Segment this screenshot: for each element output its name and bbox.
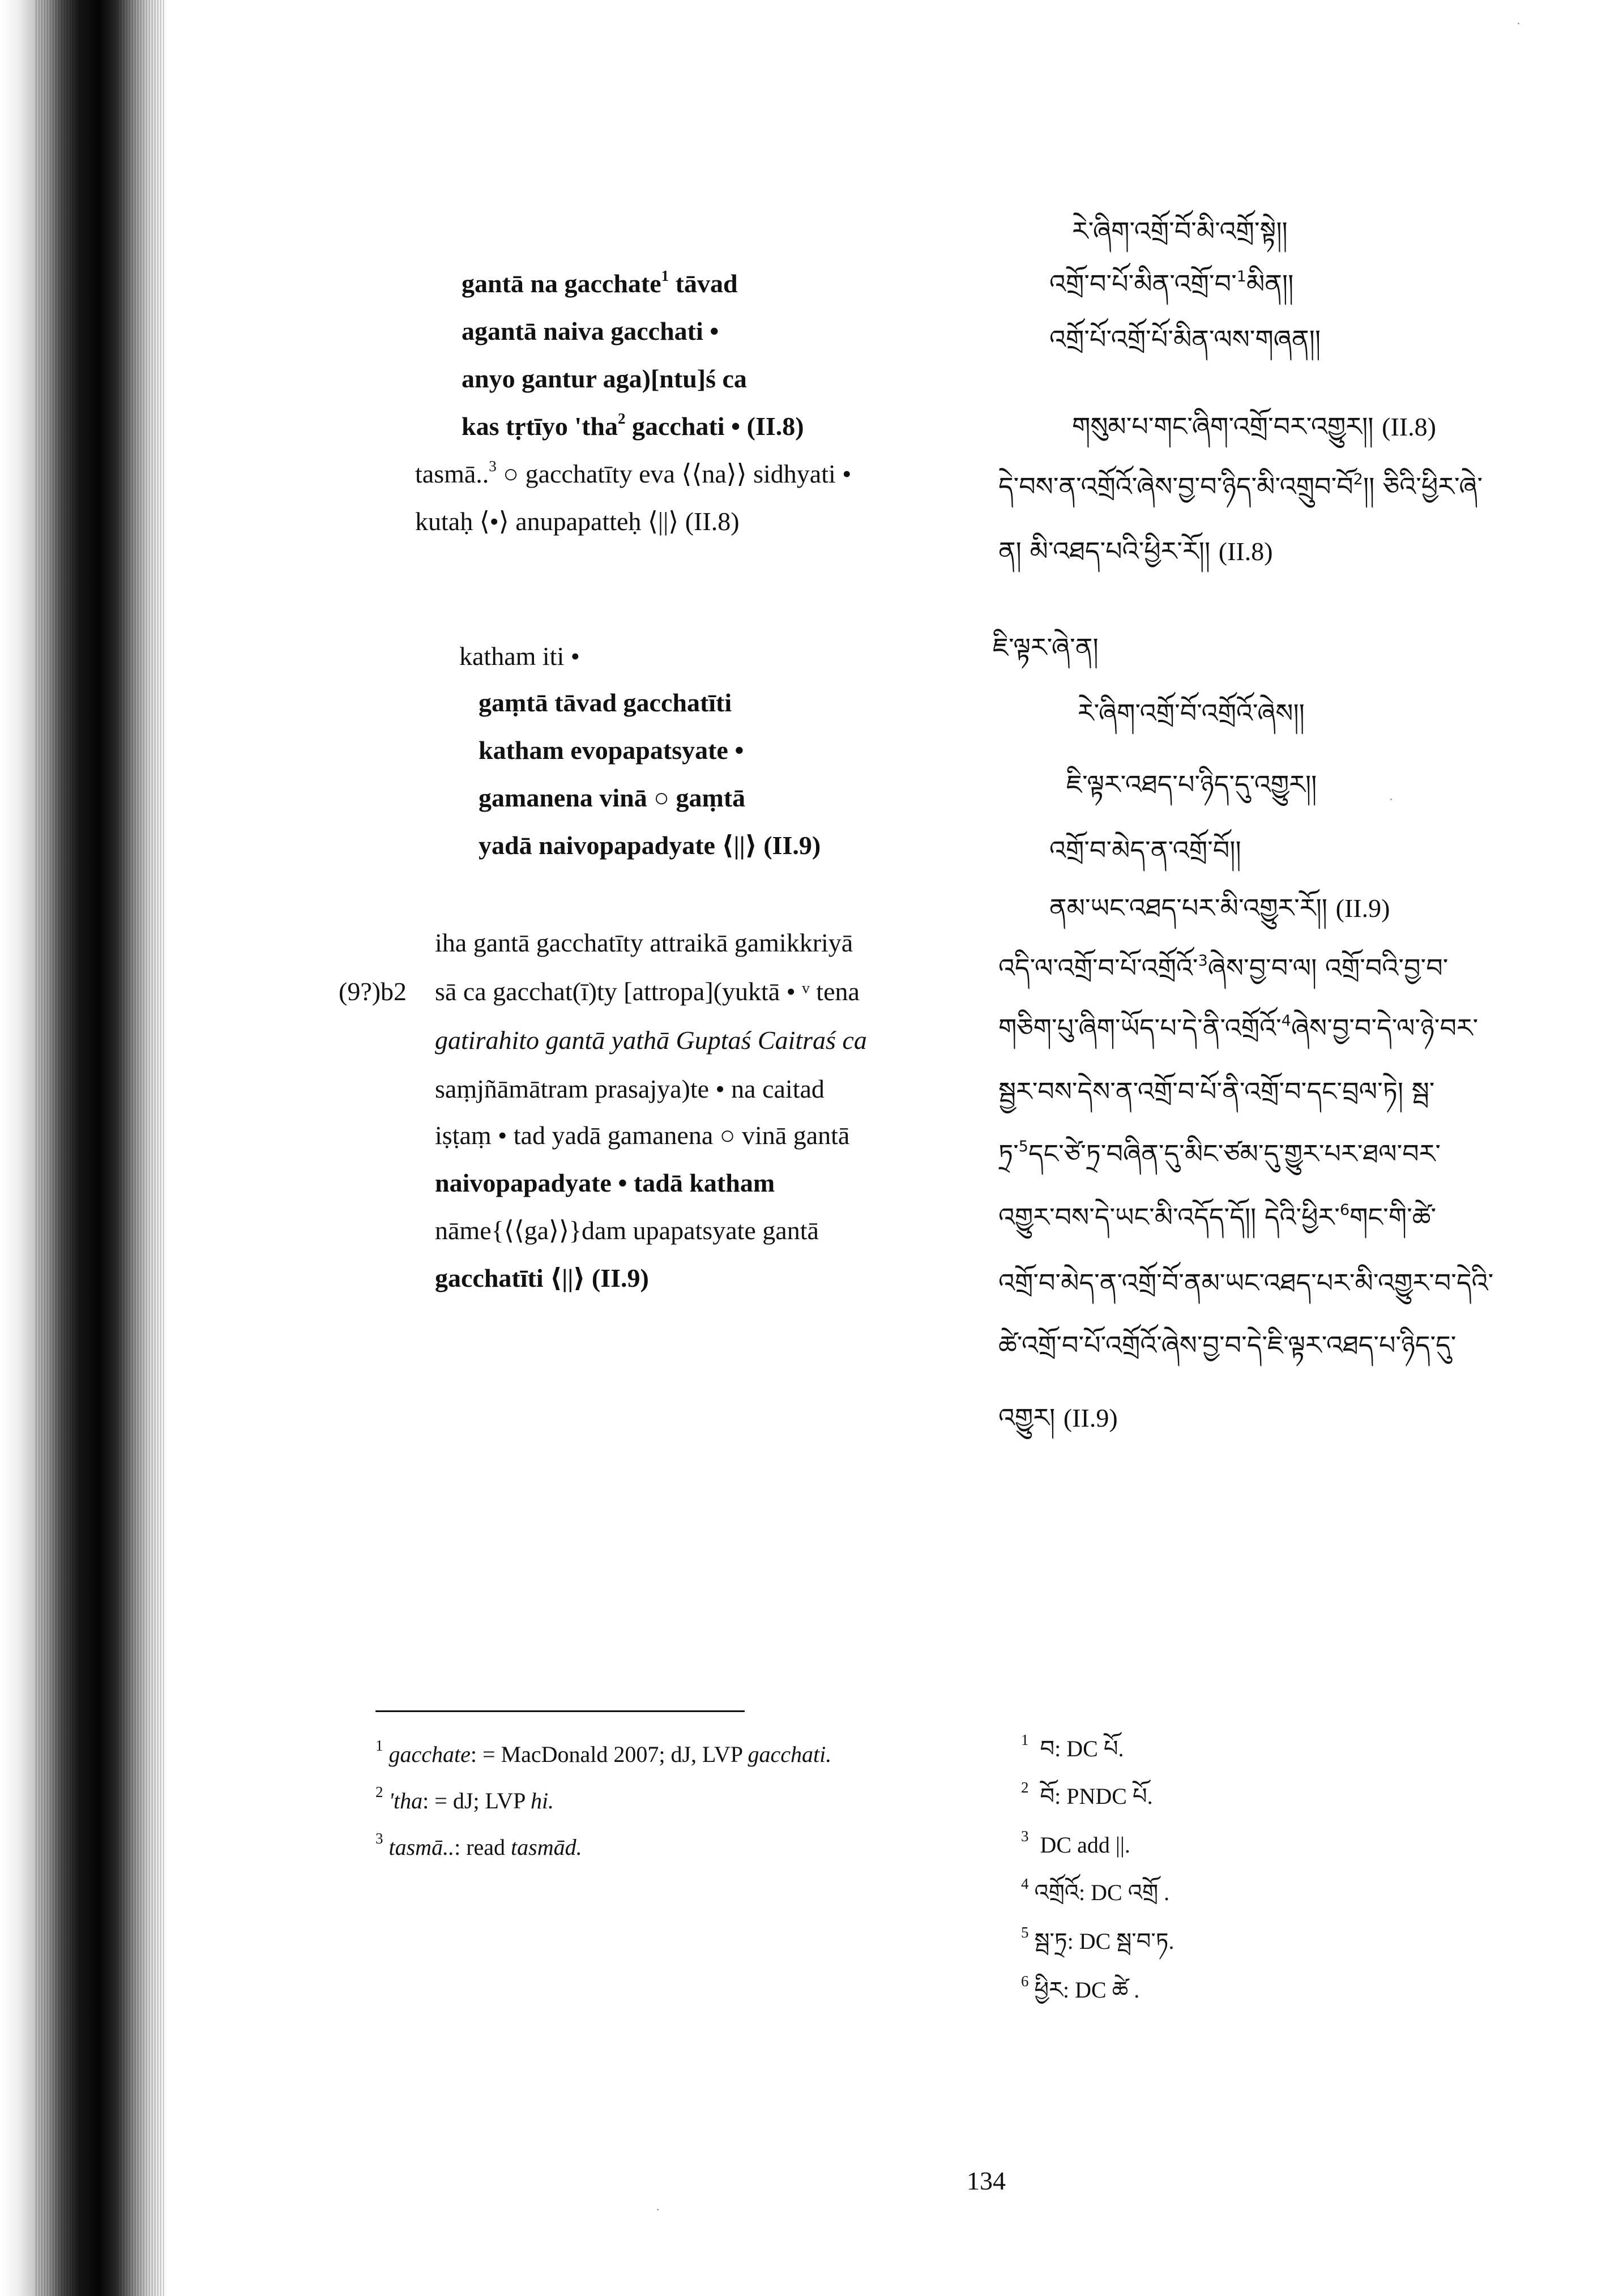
skt-verse-line: anyo gantur aga)[ntu]ś ca <box>462 364 747 393</box>
footnote-rule <box>375 1710 745 1712</box>
skt-prose-line: katham iti • <box>459 642 580 671</box>
skt-commentary-line: iṣṭaṃ • tad yadā gamanena ○ vinā gantā <box>435 1121 850 1150</box>
tib-verse-line: ནམ་ཡང་འཐད་པར་མི་འགྱུར་རོ།། (II.9) <box>1049 893 1390 923</box>
footnote-right: $^1$ བ: DC པོ. <box>1021 1731 1124 1761</box>
footnote-right: $^3$ DC add ||. <box>1021 1828 1130 1858</box>
folio-marker: (9?)b2 <box>339 977 407 1006</box>
skt-commentary-line: saṃjñāmātram prasajya)te • na caitad <box>435 1074 825 1103</box>
footnote-right: $^2$ བོ: PNDC པོ. <box>1021 1779 1153 1809</box>
tib-verse-line: རེ་ཞིག་འགྲོ་བོ་མི་འགྲོ་སྟེ།། <box>1072 216 1288 246</box>
skt-verse-line: agantā naiva gacchati • <box>462 317 719 345</box>
tib-commentary-line: འགྱུར་བས་དེ་ཡང་མི་འདོད་དོ།། དེའི་ཕྱིར་$^6$གང་གི་ཚེ་ <box>998 1201 1437 1232</box>
tib-commentary-line: འགྱུར། (II.9) <box>998 1402 1118 1433</box>
skt-commentary-line: gatirahito gantā yathā Guptaś Caitraś ca <box>435 1026 867 1055</box>
tib-verse-line: གསུམ་པ་གང་ཞིག་འགྲོ་བར་འགྱུར།། (II.8) <box>1072 411 1436 442</box>
tib-commentary-line: ཏྲ་$^5$དང་ཙེ་ཏྲ་བཞིན་དུ་མིང་ཙམ་དུ་གྱུར་པར་ཐལ་བར་ <box>998 1138 1441 1169</box>
tib-verse-line: རེ་ཞིག་འགྲོ་བོ་འགྲོའོ་ཞེས།། <box>1078 698 1305 728</box>
tib-verse-line: ཇི་ལྟར་འཐད་པ་ཉིད་དུ་འགྱུར།། <box>1066 769 1317 800</box>
scan-speck <box>657 2209 659 2210</box>
footnote-left: $^2$ 'tha: = dJ; LVP hi. <box>375 1783 554 1813</box>
tib-verse-line: འགྲོ་པོ་འགྲོ་པོ་མིན་ལས་གཞན།། <box>1049 324 1321 355</box>
skt-verse-line: katham evopapatsyate • <box>479 736 744 765</box>
binding-scan-texture <box>34 0 164 2296</box>
footnote-right: $^6$ ཕྱིར: DC ཚེ . <box>1021 1973 1140 2003</box>
skt-verse-line: gaṃtā tāvad gacchatīti <box>479 688 732 717</box>
tib-commentary-line: ཚེ་འགྲོ་བ་པོ་འགྲོའོ་ཞེས་བྱ་བ་དེ་ཇི་ལྟར་འཐད་པ་ཉིད་དུ་ <box>998 1330 1457 1360</box>
scan-speck <box>1390 799 1392 800</box>
skt-commentary-line: iha gantā gacchatīty attraikā gamikkriyā <box>435 928 853 957</box>
skt-prose-line: tasmā..$^3$ ○ gacchatīty eva ⟨⟨na⟩⟩ sidhyati • <box>415 458 852 488</box>
footnote-right: $^4$ འགྲོའོ: DC འགྲོ . <box>1021 1875 1170 1905</box>
skt-prose-line: kutaḥ ⟨•⟩ anupapatteḥ ⟨||⟩ (II.8) <box>415 507 740 536</box>
page-number: 134 <box>967 2166 1006 2195</box>
skt-verse-line: gamanena vinā ○ gaṃtā <box>479 783 746 812</box>
tib-prose-line: ཇི་ལྟར་ཞེ་ན། <box>993 632 1099 663</box>
tib-commentary-line: སྦྱར་བས་དེས་ན་འགྲོ་བ་པོ་ནི་འགྲོ་བ་དང་བྲལ་ཏེ། སྦ་ <box>998 1076 1435 1107</box>
scan-speck <box>1518 23 1519 24</box>
footnote-left: $^3$ tasmā..: read tasmād. <box>375 1830 582 1860</box>
tib-prose-line: དེ་བས་ན་འགྲོའོ་ཞེས་བྱ་བ་ཉིད་མི་འགྲུབ་བོ$^2$།། ཅིའི་ཕྱིར་ཞེ་ <box>998 471 1483 502</box>
skt-commentary-line: gacchatīti ⟨||⟩ (II.9) <box>435 1264 649 1292</box>
skt-commentary-line: naivopapadyate • tadā katham <box>435 1168 775 1197</box>
footnote-right: $^5$ སྦ་ཏྲ: DC སྦ་བ་ཏ. <box>1021 1924 1174 1954</box>
skt-commentary-line: sā ca gacchat(ī)ty [attropa](yuktā • ᵛ tena <box>435 977 860 1006</box>
tib-verse-line: འགྲོ་བ་མེད་ན་འགྲོ་བོ།། <box>1049 835 1241 865</box>
tib-commentary-line: གཅིག་པུ་ཞིག་ཡོད་པ་དེ་ནི་འགྲོའོ་$^4$ཞེས་བྱ་བ་དེ་ལ་ཉེ་བར་ <box>998 1012 1479 1043</box>
tib-commentary-line: འདི་ལ་འགྲོ་བ་པོ་འགྲོའོ་$^3$ཞེས་བྱ་བ་ལ། འགྲོ་བའི་བྱ་བ་ <box>998 952 1449 983</box>
skt-verse-line: gantā na gacchate$^1$ tāvad <box>462 267 738 298</box>
skt-verse-line: yadā naivopapadyate ⟨||⟩ (II.9) <box>479 831 821 860</box>
skt-commentary-line: nāme{⟨⟨ga⟩⟩}dam upapatsyate gantā <box>435 1216 819 1245</box>
tib-verse-line: འགྲོ་བ་པོ་མིན་འགྲོ་བ་$^1$མིན།། <box>1049 268 1294 299</box>
skt-verse-line: kas tṛtīyo 'tha$^2$ gacchati • (II.8) <box>462 410 804 441</box>
tib-commentary-line: འགྲོ་བ་མེད་ན་འགྲོ་བོ་ནམ་ཡང་འཐད་པར་མི་འགྱུར་བ་དེའི་ <box>998 1268 1494 1298</box>
tib-prose-line: ན། མི་འཐད་པའི་ཕྱིར་རོ།། (II.8) <box>998 536 1273 566</box>
footnote-left: $^1$ gacchate: = MacDonald 2007; dJ, LVP gacchati. <box>375 1737 832 1767</box>
